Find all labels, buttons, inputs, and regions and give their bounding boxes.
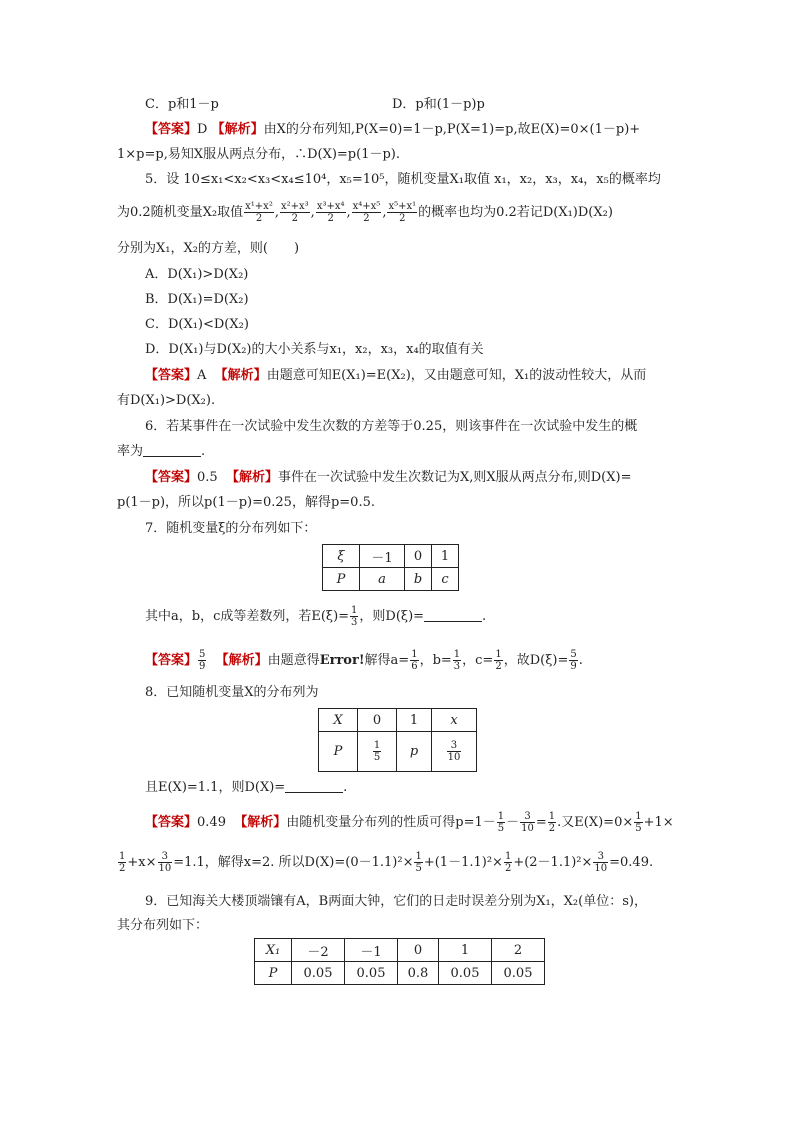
error-text: Error! xyxy=(319,653,365,668)
fraction: $\frac{1}{2}$ xyxy=(504,851,512,874)
table-cell: b xyxy=(405,568,432,591)
q5-option-a: A．D(X₁)>D(X₂) xyxy=(145,267,249,282)
fraction: $\frac{3}{10}$ xyxy=(521,811,534,834)
q5-stem-line1: 5．设 10≤x₁<x₂<x₃<x₄≤10⁴，x₅=10⁵，随机变量X₁取值 x₁，x₂，x₃，x₄，x₅的概率均 xyxy=(145,172,661,187)
q4-answer-line xyxy=(145,121,640,139)
table-cell: 0 xyxy=(358,709,397,732)
table-cell: 0 xyxy=(405,545,432,568)
fraction: $\frac{1}{2}$ xyxy=(495,649,502,672)
q6-stem-line2: 率为 . xyxy=(117,444,206,459)
q5-option-c: C．D(X₁)<D(X₂) xyxy=(145,317,249,332)
table-cell: 0.05 xyxy=(345,962,398,985)
table-cell: 2 xyxy=(492,939,545,962)
table-cell: P xyxy=(255,962,292,985)
answer-value: A xyxy=(197,368,207,383)
table-cell: 0.8 xyxy=(398,962,439,985)
table-cell: x xyxy=(432,709,477,732)
q5-stem-line2: 为0.2随机变量X₂取值 $\frac{\text{x¹+x²}}{2}$ , $\frac{\text{x²+x³}}{2}$ , $\frac{\text{x³+x⁴}}{2}$ , $\frac{\text{x⁴+x⁵}}{2}$ , $\frac{\text{x⁵+x¹}}{2}$ 的概率也均为0.2若记D(X₁)D(X₂) xyxy=(117,201,613,224)
q8-distribution-table xyxy=(318,708,477,772)
q5-option-d: D．D(X₁)与D(X₂)的大小关系与x₁，x₂，x₃，x₄的取值有关 xyxy=(145,342,484,357)
q5-text: 为0.2随机变量X₂取值 xyxy=(117,205,244,220)
q4-explanation-line2: 1×p=p,易知X服从两点分布，∴D(X)=p(1－p). xyxy=(117,147,400,162)
q4-option-c: C．p和1－p xyxy=(145,97,219,112)
explanation-text: 由题意可知E(X₁)=E(X₂)，又由题意可知，X₁的波动性较大，从而 xyxy=(266,368,647,383)
table-cell: 0.05 xyxy=(439,962,492,985)
q9-stem-line2: 其分布列如下： xyxy=(117,918,209,933)
table-cell: P xyxy=(319,732,358,772)
fraction: $\frac{1}{2}$ xyxy=(119,851,126,874)
q7-stem-line2: 其中a，b，c成等差数列，若E(ξ)= $\frac{1}{3}$ ，则D(ξ)= . xyxy=(145,605,487,628)
answer-tag: 【答案】 xyxy=(145,815,198,830)
fraction: $\frac{1}{5}$ xyxy=(415,851,422,874)
table-cell: c xyxy=(432,568,459,591)
table-cell: $\frac{1}{5}$ xyxy=(358,732,397,772)
table-cell: p xyxy=(397,732,432,772)
fraction: $\frac{\text{x²+x³}}{2}$ xyxy=(280,201,309,224)
explanation-tag: 【解析】 xyxy=(225,470,278,485)
q5-answer-line xyxy=(145,367,646,385)
table-cell: $\frac{3}{10}$ xyxy=(432,732,477,772)
table-row xyxy=(319,732,477,772)
q7-answer-line: 【答案】 $\frac{5}{9}$ 【解析】由题意得Error!解得a= $\frac{1}{6}$ ，b= $\frac{1}{3}$ ，c= $\frac{1}{2}$ ，故D(ξ)= $\frac{5}{9}$ . xyxy=(145,649,583,672)
answer-tag: 【答案】 xyxy=(145,122,198,137)
q5-text: 的概率也均为0.2若记D(X₁)D(X₂) xyxy=(418,205,613,220)
q8-stem-line2: 且E(X)=1.1，则D(X)= . xyxy=(145,780,348,795)
table-row xyxy=(255,962,545,985)
fraction: $\frac{\text{x³+x⁴}}{2}$ xyxy=(316,201,345,224)
table-cell: 1 xyxy=(397,709,432,732)
answer-tag: 【答案】 xyxy=(145,368,198,383)
fraction: $\frac{1}{2}$ xyxy=(548,811,556,834)
fraction: $\frac{1}{5}$ xyxy=(635,811,642,834)
q6-stem-line1: 6．若某事件在一次试验中发生次数的方差等于0.25，则该事件在一次试验中发生的概 xyxy=(145,419,638,434)
explanation-tag: 【解析】 xyxy=(234,815,287,830)
q5-option-b: B．D(X₁)=D(X₂) xyxy=(145,292,249,307)
table-cell: 1 xyxy=(439,939,492,962)
fraction: $\frac{5}{9}$ xyxy=(570,649,577,672)
q6-explanation-line2: p(1－p)，所以p(1－p)=0.25，解得p=0.5. xyxy=(117,495,375,510)
table-cell: －1 xyxy=(345,939,398,962)
answer-value: D xyxy=(197,122,208,137)
table-row xyxy=(323,568,459,591)
table-cell: a xyxy=(360,568,405,591)
table-cell: 1 xyxy=(432,545,459,568)
q6-answer-line xyxy=(145,469,631,487)
explanation-text: 事件在一次试验中发生次数记为X,则X服从两点分布,则D(X)= xyxy=(277,470,632,485)
fraction: $\frac{\text{x⁴+x⁵}}{2}$ xyxy=(352,201,381,224)
table-cell: X xyxy=(319,709,358,732)
q5-stem-line3: 分别为X₁，X₂的方差，则( ) xyxy=(117,241,300,256)
table-cell: －1 xyxy=(360,545,405,568)
table-row xyxy=(319,709,477,732)
table-cell: －2 xyxy=(292,939,345,962)
table-cell: 0 xyxy=(398,939,439,962)
answer-blank xyxy=(285,780,343,793)
answer-fraction: $\frac{5}{9}$ xyxy=(199,649,206,672)
fraction: $\frac{\text{x¹+x²}}{2}$ xyxy=(245,201,273,224)
answer-value: 0.5 xyxy=(197,470,218,485)
q8-explanation-line2: $\frac{1}{2}$ +x× $\frac{3}{10}$ =1.1，解得x=2. 所以D(X)=(0－1.1)²× $\frac{1}{5}$ +(1－1.1)²× $\frac{1}{2}$ +(2－1.1)²× $\frac{3}{10}$ =0.49. xyxy=(119,851,654,874)
fraction: $\frac{1}{3}$ xyxy=(453,649,461,672)
table-cell: X₁ xyxy=(255,939,292,962)
q7-stem-line1: 7．随机变量ξ的分布列如下： xyxy=(145,521,317,536)
q4-option-d: D．p和(1－p)p xyxy=(392,97,485,112)
fraction: $\frac{\text{x⁵+x¹}}{2}$ xyxy=(388,201,417,224)
table-cell: 0.05 xyxy=(492,962,545,985)
explanation-tag: 【解析】 xyxy=(214,368,267,383)
fraction: $\frac{1}{5}$ xyxy=(497,811,505,834)
answer-tag: 【答案】 xyxy=(145,653,198,668)
explanation-text: 由X的分布列知,P(X=0)=1－p,P(X=1)=p,故E(X)=0×(1－p)+ xyxy=(263,122,641,137)
q7-distribution-table xyxy=(322,544,459,591)
table-cell: 0.05 xyxy=(292,962,345,985)
explanation-tag: 【解析】 xyxy=(211,122,264,137)
answer-value: 0.49 xyxy=(197,815,226,830)
q8-answer-line: 【答案】0.49 【解析】由随机变量分布列的性质可得p=1－ $\frac{1}{5}$ － $\frac{3}{10}$ = $\frac{1}{2}$ .又E(X)=0× $\frac{1}{5}$ +1× xyxy=(145,811,674,834)
q8-stem-line1: 8．已知随机变量X的分布列为 xyxy=(145,685,319,700)
answer-tag: 【答案】 xyxy=(145,470,198,485)
fraction: $\frac{3}{10}$ xyxy=(158,851,172,874)
q9-stem-line1: 9．已知海关大楼顶端镶有A，B两面大钟，它们的日走时误差分别为X₁，X₂(单位：s)， xyxy=(145,894,647,909)
table-row xyxy=(323,545,459,568)
table-row xyxy=(255,939,545,962)
explanation-tag: 【解析】 xyxy=(215,653,268,668)
answer-blank xyxy=(424,609,482,622)
answer-blank xyxy=(143,444,201,457)
fraction: $\frac{1}{3}$ xyxy=(351,605,358,628)
table-cell: ξ xyxy=(323,545,360,568)
q9-distribution-table xyxy=(254,938,545,985)
fraction: $\frac{1}{6}$ xyxy=(411,649,418,672)
q5-explanation-line2: 有D(X₁)>D(X₂). xyxy=(117,393,216,408)
table-cell: P xyxy=(323,568,360,591)
fraction: $\frac{3}{10}$ xyxy=(594,851,608,874)
